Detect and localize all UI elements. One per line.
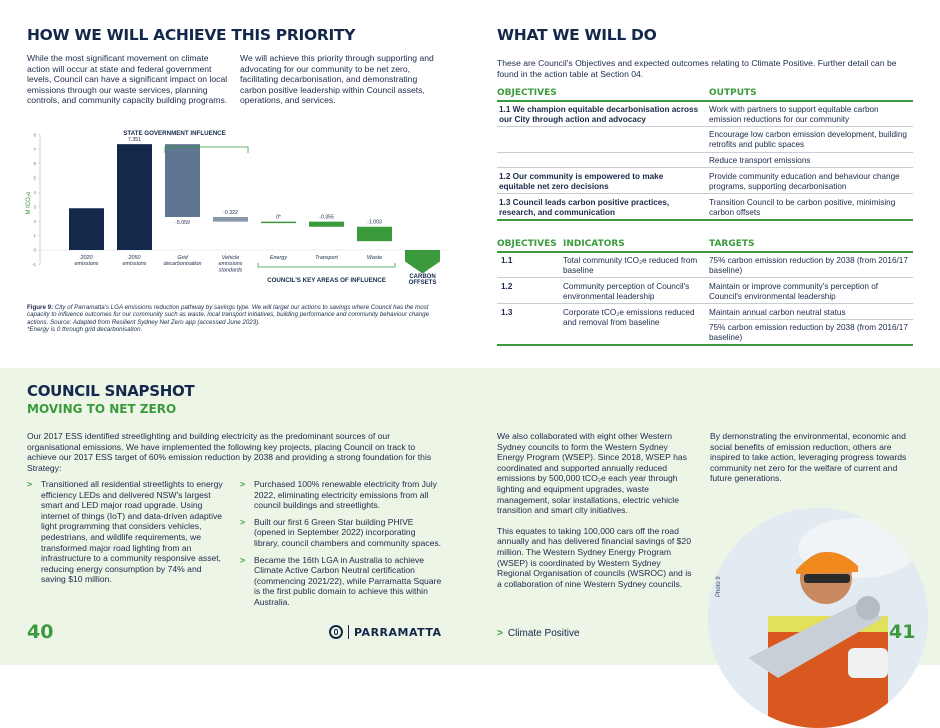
- bullet-carbon-neutral: > Became the 16th LGA in Australia to achieve Climate Active Carbon Neutral certification (commencing 2021/22), while Parramatta Square is the first public domain to achieve this within Australia.: [240, 555, 442, 608]
- y-tick-label: 7: [33, 146, 36, 152]
- value-label-2: -5.059: [175, 219, 190, 226]
- y-axis-label: M tCO₂e: [26, 191, 32, 215]
- snapshot-subtitle: MOVING TO NET ZERO: [27, 402, 177, 416]
- indicator-1-2: Community perception of Council's environmental leadership: [563, 282, 690, 301]
- chevron-right-icon: >: [497, 628, 503, 639]
- value-label-5: -0.355: [319, 214, 334, 221]
- bullet-green-star: > Built our first 6 Green Star building PHIVE (opened in September 2022) incorporating library, council chambers and community spaces.: [240, 517, 442, 549]
- category-label: emissions: [218, 261, 243, 268]
- y-tick-label: 2: [33, 218, 36, 224]
- output-1-1c: Reduce transport emissions: [709, 156, 811, 165]
- value-label-6: -1.003: [367, 219, 382, 226]
- snapshot-bullets-col1: [27, 479, 227, 591]
- output-1-1a: Work with partners to support equitable carbon emission reductions for our community: [709, 105, 879, 124]
- snapshot-title: COUNCIL SNAPSHOT: [27, 382, 195, 400]
- target-1-2: Maintain or improve community's perception of Council's environmental leadership: [709, 282, 879, 301]
- what-we-do-intro: These are Council's Objectives and expected outcomes relating to Climate Positive. Further detail can be found in the action table at Section 04.: [497, 58, 897, 79]
- col-header-objectives: OBJECTIVES: [497, 88, 557, 98]
- col-header-outputs: OUTPUTS: [709, 88, 757, 98]
- targets-table: [497, 239, 913, 349]
- intro-paragraph-1: While the most significant movement on climate action will occur at state and federal government levels, Council can have a significant impact on local emissions through our waste services, planning controls, and community capacity building programs.: [27, 53, 228, 106]
- council-bracket: [258, 263, 395, 267]
- outputs-table: [497, 88, 913, 222]
- y-tick-label: 4: [33, 190, 36, 195]
- bar-0: [69, 208, 104, 250]
- category-label: Grid: [177, 255, 188, 261]
- category-label: decarbonisation: [163, 261, 202, 268]
- col-header-indicators: INDICATORS: [563, 239, 625, 249]
- section-label: [497, 628, 580, 639]
- objective-1-3: 1.3 Council leads carbon positive practices, research, and communication: [499, 198, 670, 217]
- figure-caption-text: City of Parramatta's LGA emissions reduction pathway by savings type. We will target our actions to savings where Council has the most capacity to influence outcomes for our community such as waste, local transport initiatives, building performance and community behaviour change actions. Source: Adapted from Resilient Sydney Net Zero app (accessed June 2023).: [27, 304, 430, 326]
- category-label: Energy: [269, 255, 288, 261]
- category-label: CARBON: [409, 274, 436, 280]
- parramatta-logo: [329, 625, 442, 639]
- col-header-objectives-2: OBJECTIVES: [497, 239, 557, 249]
- indicator-1-1: Total community tCO₂e reduced from baseline: [563, 256, 698, 275]
- target-1-1: 75% carbon emission reduction by 2038 (from 2016/17 baseline): [709, 256, 908, 275]
- worker-photo-illustration: [708, 508, 928, 728]
- bar-6: [357, 227, 392, 241]
- emissions-pathway-chart: [22, 125, 452, 297]
- logo-icon: [329, 625, 343, 639]
- y-tick-label: 3: [33, 204, 36, 210]
- category-label: 2050: [128, 255, 141, 261]
- objective-1-1: 1.1 We champion equitable decarbonisation across our City through action and advocacy: [499, 105, 699, 124]
- category-label: emissions: [74, 261, 99, 268]
- page-title-right: WHAT WE WILL DO: [497, 26, 657, 44]
- page-number-left: 40: [27, 621, 54, 643]
- bullet-streetlights: > Transitioned all residential streetlights to energy efficiency LEDs and delivered NSW's largest smart and LED major road upgrade. Using internet of things (IoT) and data-driven adaptive light programming that considers vehicles, pedestrians, and wildlife requirements, we transformed major road lighting from an infrastructure to a community responsive asset, reducing energy consumption by 74% and saving $10 million.: [27, 479, 227, 585]
- bullet-renewable: > Purchased 100% renewable electricity from July 2022, eliminating electricity emissions from all council buildings and streetlights.: [240, 479, 442, 511]
- value-label-3: -0.322: [223, 209, 238, 216]
- worker-photo: [708, 508, 928, 728]
- y-tick-label: 8: [33, 132, 36, 138]
- page-title-left: HOW WE WILL ACHIEVE THIS PRIORITY: [27, 26, 356, 44]
- logo-wordmark: PARRAMATTA: [354, 625, 442, 639]
- category-label: Waste: [366, 255, 383, 261]
- snapshot-col3: [497, 431, 695, 589]
- bar-5: [309, 222, 344, 227]
- council-influence-label: COUNCIL'S KEY AREAS OF INFLUENCE: [267, 277, 386, 284]
- target-1-3b: 75% carbon emission reduction by 2038 (from 2016/17 baseline): [709, 323, 908, 342]
- category-label: OFFSETS: [408, 280, 437, 287]
- output-1-1b: Encourage low carbon emission development, building retrofits and public spaces: [709, 130, 907, 149]
- category-label: emissions: [122, 261, 147, 268]
- y-tick-label: -1: [31, 262, 36, 267]
- y-tick-label: 0: [33, 247, 36, 253]
- y-tick-label: 6: [33, 161, 36, 167]
- category-label: standards: [218, 267, 243, 274]
- section-name: Climate Positive: [507, 628, 580, 639]
- col-header-targets: TARGETS: [709, 239, 755, 249]
- target-row-2-id: 1.2: [501, 282, 513, 291]
- snapshot-bullets-col2: [240, 479, 442, 614]
- output-1-3: Transition Council to be carbon positive, minimising carbon offsets: [709, 198, 896, 217]
- intro-paragraph-2: We will achieve this priority through supporting and advocating for our community to be net zero, facilitating decarbonisation, and demonstrating carbon positive leadership within Council assets, operations, and services.: [240, 53, 434, 106]
- objective-1-2: 1.2 Our community is empowered to make equitable net zero decisions: [499, 172, 664, 191]
- y-tick-label: 1: [33, 233, 36, 239]
- output-1-2: Provide community education and behaviour change programs, supporting decarbonisation: [709, 172, 900, 191]
- snapshot-col4: By demonstrating the environmental, economic and social benefits of emission reduction, others are inspired to take action, leveraging progress towards community net zero for the welfare of current and future generations.: [710, 431, 907, 484]
- target-row-3-id: 1.3: [501, 308, 513, 317]
- figure-caption-lead: Figure 9:: [27, 304, 54, 311]
- bar-3: [213, 217, 248, 222]
- wsep-paragraph: We also collaborated with eight other Western Sydney councils to form the Western Sydney Energy Program (WSEP). Since 2018, WSEP has coordinated and supported annually reduced emissions by 500,000 tCO₂e each year through lighting and equipment upgrades, waste management, solar installations, electric vehicle transition and smart city initiatives.: [497, 431, 687, 516]
- category-label: 2020: [80, 255, 93, 261]
- bar-4: [261, 222, 296, 224]
- bar-1: [117, 144, 152, 250]
- figure-caption: [27, 304, 442, 334]
- wsep-savings-paragraph: This equates to taking 100,000 cars off the road annually and has delivered financial savings of $20 million. The Western Sydney Energy Program (WSEP) is coordinated by Western Sydney Regional Organisation of councils (WSROC) and is a collaboration of nine Western Sydney councils.: [497, 525, 692, 589]
- category-label: Vehicle: [221, 255, 240, 261]
- indicator-1-3: Corporate tCO₂e emissions reduced and removal from baseline: [563, 308, 695, 327]
- category-label: Transport: [315, 255, 338, 261]
- snapshot-intro: Our 2017 ESS identified streetlighting and building electricity as the predominant sources of our organisational emissions. We have implemented the following key projects, placing Council on track to achieve our 2017 ESS target of 60% emission reduction by 2038 and providing a strong foundation for this Strategy:: [27, 431, 432, 473]
- target-row-1-id: 1.1: [501, 256, 513, 265]
- value-label-1: 7.351: [128, 137, 141, 144]
- target-1-3a: Maintain annual carbon neutral status: [709, 308, 846, 317]
- value-label-4: 0*: [276, 214, 281, 221]
- y-tick-label: 5: [33, 175, 36, 181]
- state-influence-label: STATE GOVERNMENT INFLUENCE: [123, 130, 226, 137]
- figure-footnote: *Energy is 0 through grid decarbonisation.: [27, 326, 143, 334]
- photo-label: Photo 9: [716, 576, 722, 597]
- bar-carbon-offsets: [405, 250, 440, 274]
- bar-2: [165, 144, 200, 217]
- page-number-right: 41: [889, 621, 916, 643]
